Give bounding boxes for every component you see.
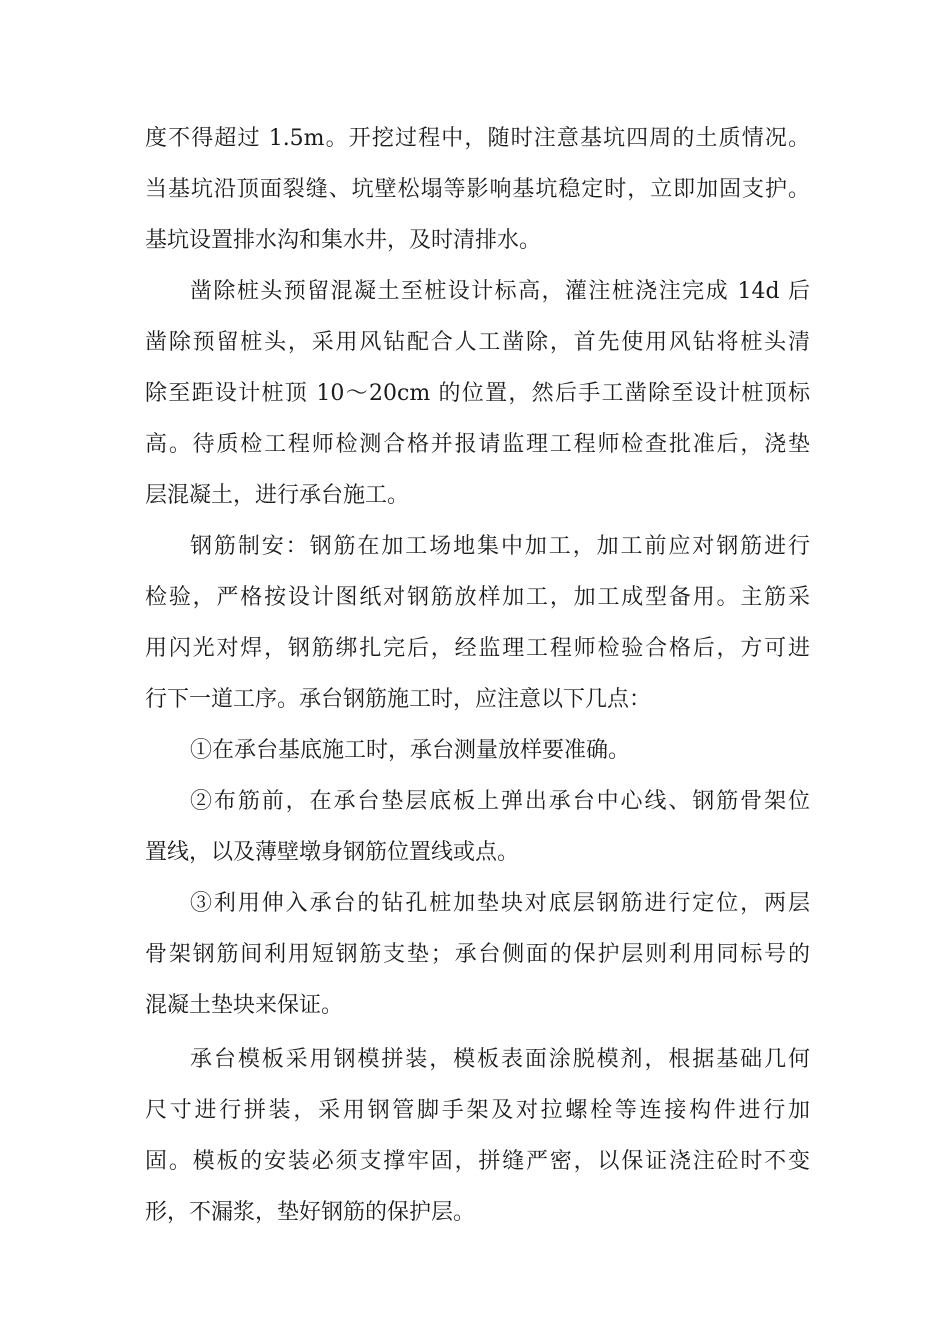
text-line: 基坑设置排水沟和集水井，及时清排水。 [145,228,542,253]
text-line: 凿除桩头预留混凝土至桩设计标高，灌注桩浇注完成 14d 后 [190,279,810,304]
text-line: 高。待质检工程师检测合格并报请监理工程师检查批准后，浇垫 [145,432,810,457]
paragraph-pile-head [145,266,810,521]
text-line: 混凝土垫块来保证。 [145,993,344,1018]
text-line: ①在承台基底施工时，承台测量放样要准确。 [190,738,631,763]
paragraph-rebar [145,521,810,725]
paragraph-excavation [145,113,810,266]
list-item-2 [145,776,810,878]
list-item-1 [145,725,810,776]
text-line: 形，不漏浆，垫好钢筋的保护层。 [145,1200,476,1225]
text-line: 用闪光对焊，钢筋绑扎完后，经监理工程师检验合格后，方可进 [145,636,810,661]
text-line: ③利用伸入承台的钻孔桩加垫块对底层钢筋进行定位，两层 [190,891,810,916]
text-line: 除至距设计桩顶 10～20cm 的位置，然后手工凿除至设计桩顶标 [145,381,810,406]
text-line: 凿除预留桩头，采用风钻配合人工凿除，首先使用风钻将桩头清 [145,330,810,355]
text-line: 层混凝土，进行承台施工。 [145,483,410,508]
text-line: 钢筋制安：钢筋在加工场地集中加工，加工前应对钢筋进行 [190,534,810,559]
text-line: 承台模板采用钢模拼装，模板表面涂脱模剂，根据基础几何 [190,1047,810,1072]
text-line: 当基坑沿顶面裂缝、坑壁松塌等影响基坑稳定时，立即加固支护。 [145,177,810,202]
text-line: ②布筋前，在承台垫层底板上弹出承台中心线、钢筋骨架位 [190,789,810,814]
list-item-3 [145,878,810,1031]
text-line: 度不得超过 1.5m。开挖过程中，随时注意基坑四周的土质情况。 [145,126,811,151]
document-body [145,113,810,1238]
text-line: 行下一道工序。承台钢筋施工时，应注意以下几点： [145,687,652,712]
text-line: 检验，严格按设计图纸对钢筋放样加工，加工成型备用。主筋采 [145,585,810,610]
text-line: 尺寸进行拼装，采用钢管脚手架及对拉螺栓等连接构件进行加 [145,1098,810,1123]
paragraph-formwork [145,1034,810,1238]
text-line: 置线，以及薄壁墩身钢筋位置线或点。 [145,840,520,865]
text-line: 固。模板的安装必须支撑牢固，拼缝严密，以保证浇注砼时不变 [145,1149,810,1174]
text-line: 骨架钢筋间利用短钢筋支垫；承台侧面的保护层则利用同标号的 [145,942,810,967]
